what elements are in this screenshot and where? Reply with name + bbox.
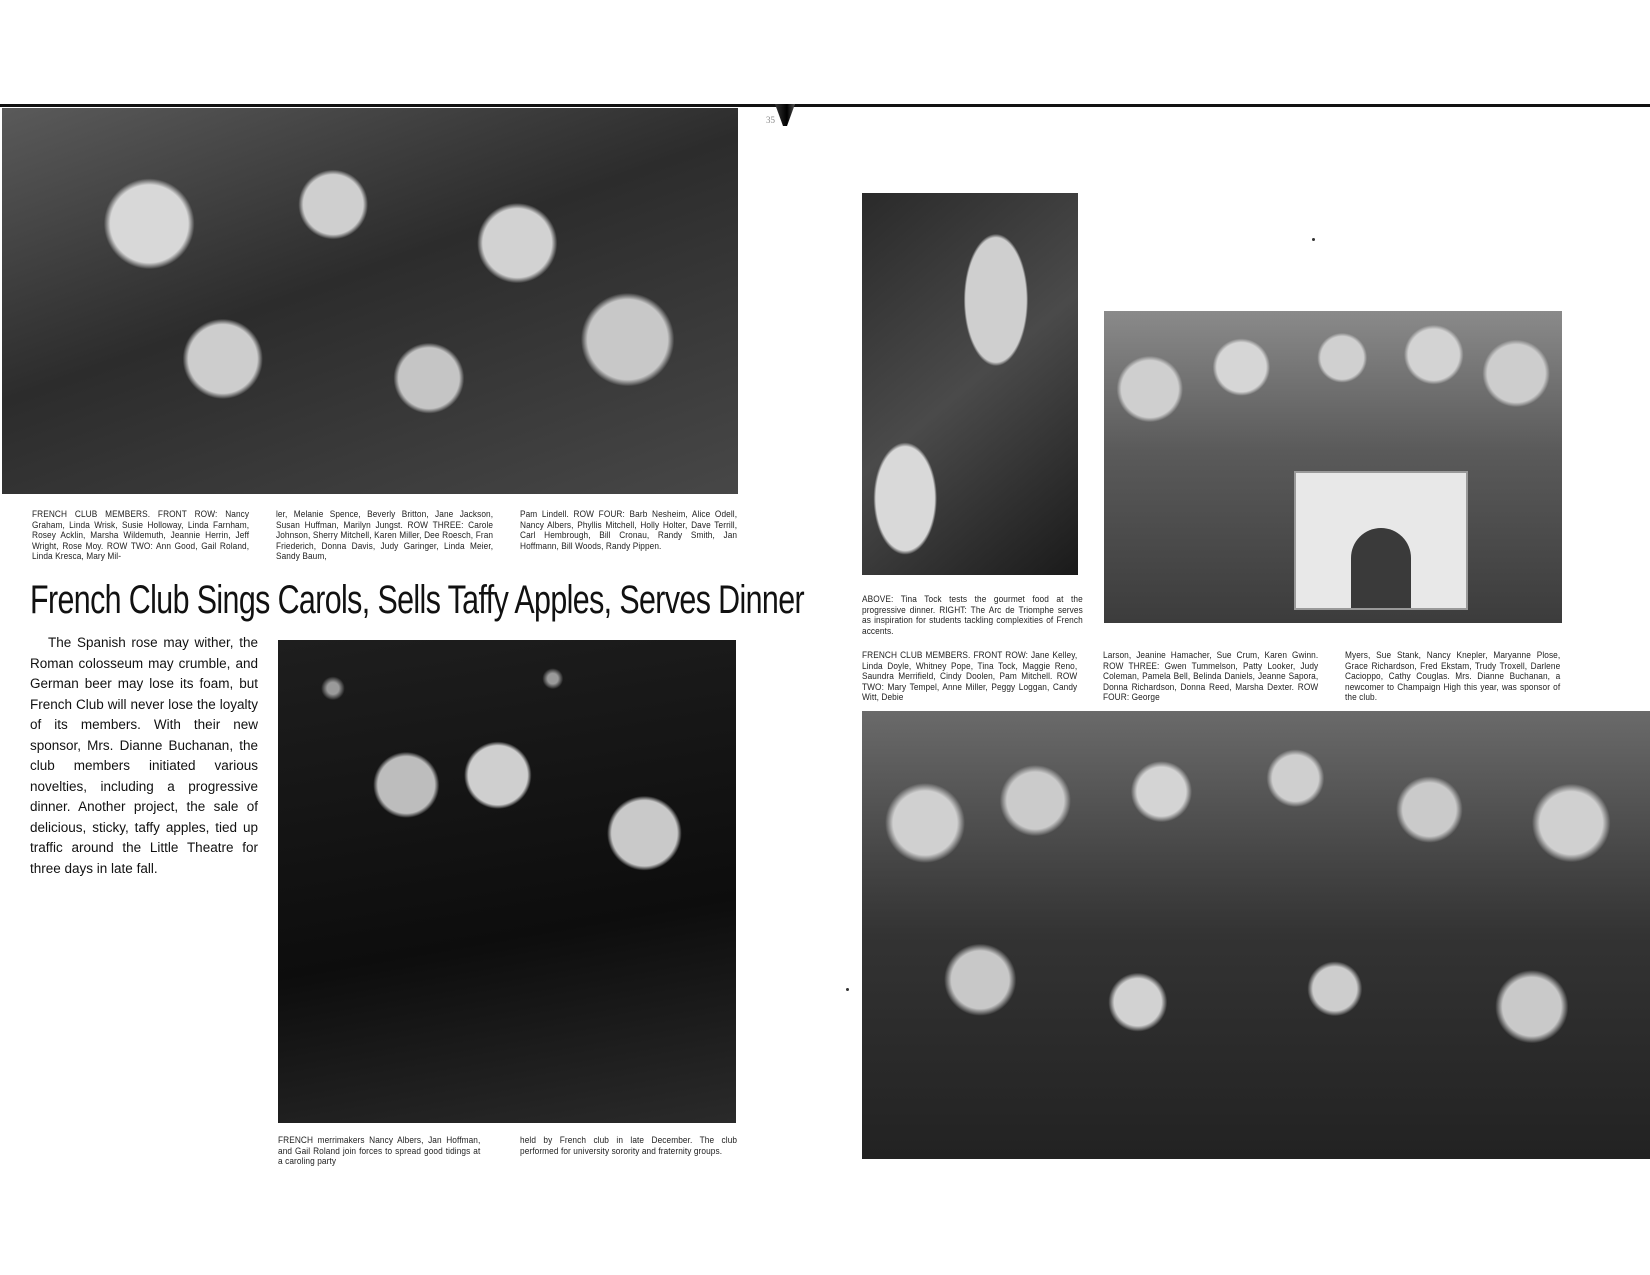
left-group-caption-col3: Pam Lindell. ROW FOUR: Barb Nesheim, Alice Odell, Nancy Albers, Phyllis Mitchell, Holly Holter, Dave Terrill, Carl Hembrough, Bill Cronau, Randy Smith, Jan Hoffmann, Bill Woods, Randy Pippen. [520,509,738,551]
arch-model [1294,471,1468,610]
spread-top-edge [0,104,1650,107]
caroling-photo [278,640,736,1123]
right-group-caption-col1: FRENCH CLUB MEMBERS. FRONT ROW: Jane Kelley, Linda Doyle, Whitney Pope, Tina Tock, Maggie Reno, Saundra Merrifield, Cindy Doolen, Pam Mitchell. ROW TWO: Mary Tempel, Anne Miller, Peggy Loggan, Candy Witt, Debie [862,650,1078,702]
right-group-caption-col2: Larson, Jeanine Hamacher, Sue Crum, Karen Gwinn. ROW THREE: Gwen Tummelson, Patty Looker, Judy Coleman, Pamela Bell, Belinda Daniels, Jeanne Sapora, Donna Richardson, Donna Reed, Marsha Dexter. ROW FOUR: George [1103,650,1319,702]
print-speck [1312,238,1315,241]
binding-gutter [775,104,795,126]
right-group-photo [862,711,1650,1159]
article-body: The Spanish rose may wither, the Roman colosseum may crumble, and German beer may lose its foam, but French Club will never lose the loyalty of its members. With their new sponsor, Mrs. Dianne Buchanan, the club members initiated various novelties, including a progressive dinner. Another project, the sale of delicious, sticky, taffy apples, tied up traffic around the Little Theatre for three days in late fall. [30,635,258,876]
left-group-photo [2,108,738,494]
print-speck [846,988,849,991]
caroling-caption-col2: held by French club in late December. The club performed for university sorority and fraternity groups. [520,1135,738,1156]
above-right-caption: ABOVE: Tina Tock tests the gourmet food at the progressive dinner. RIGHT: The Arc de Triomphe serves as inspiration for students tackling complexities of French accents. [862,594,1083,636]
left-group-caption-col1: FRENCH CLUB MEMBERS. FRONT ROW: Nancy Graham, Linda Wrisk, Susie Holloway, Linda Farnham, Rosey Acklin, Marsha Wildemuth, Jeannie Herrin, Jeff Wright, Rose Moy. ROW TWO: Ann Good, Gail Roland, Linda Kresca, Mary Mil- [32,509,250,561]
left-group-caption-col2: ler, Melanie Spence, Beverly Britton, Jane Jackson, Susan Huffman, Marilyn Jungst. ROW THREE: Carole Johnson, Sherry Mitchell, Karen Miller, Dee Roesch, Fran Friederich, Donna Davis, Judy Garinger, Linda Meier, Sandy Baum, [276,509,494,561]
arc-de-triomphe-photo [1104,311,1562,623]
caroling-caption-col1: FRENCH merrimakers Nancy Albers, Jan Hoffman, and Gail Roland join forces to spread good tidings at a caroling party [278,1135,481,1166]
right-group-caption-col3: Myers, Sue Stank, Nancy Knepler, Maryanne Plose, Grace Richardson, Fred Ekstam, Trudy Troxell, Darlene Cacioppo, Cathy Couglas. Mrs. Dianne Buchanan, a newcomer to Champaign High this year, was sponsor of the club. [1345,650,1561,702]
tasting-photo [862,193,1078,575]
page-headline: French Club Sings Carols, Sells Taffy Apples, Serves Dinner [30,578,805,622]
page-mark: 35 [766,115,775,125]
